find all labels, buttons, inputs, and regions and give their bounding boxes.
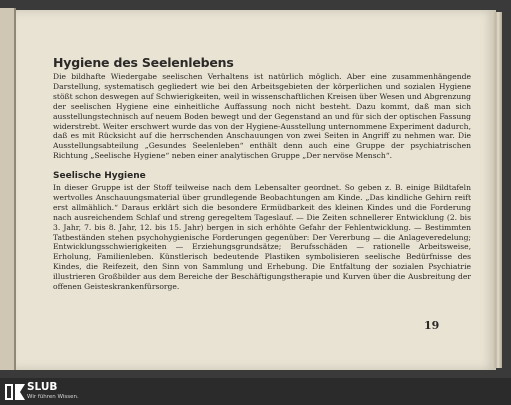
page-stack-edge [492,12,502,368]
logo-title: SLUB [27,381,58,393]
section-paragraph: In dieser Gruppe ist der Stoff teilweise nach dem Lebensalter geordnet. So geben z. B. einige Bildtafeln wertvolles Anschauungsmaterial über grundlegende Beobachtungen am Kinde. „Das kindliche Gehirn reift erst allmählich.“ Daraus erklärt sich die besondere Ermüdbarkeit des kleinen Kindes und die Forderung nach ausreichendem Schlaf und streng geregeltem Tageslauf. — Die Zeiten schnellerer Entwicklung (2. bis 3. Jahr, 7. bis 8. Jahr, 12. bis 15. Jahr) bergen in sich erhöhte Gefahr der Fehlentwicklung. — Bestimmten Tatbeständen stehen psychohygienische Forderungen gegenüber: Der Vererbung — die Anlageveredelung; Entwicklungsschwierigkeiten — Erziehungsgrundsätze; Berufsschäden — rationelle Arbeitsweise, Erholung, Familienleben. Künstlerisch bedeutende Plastiken symbolisieren seelische Bedürfnisse des Kindes, die Reifezeit, den Sinn von Sammlung und Erhebung. Die Entfaltung der sozialen Psychiatrie illustrieren Großbilder aus dem Bereiche der Beschäftigungstherapie und Kurven über die Ausbreitung der offenen Geisteskrankenfürsorge. [53,183,471,292]
viewer-footer [0,378,511,405]
logo-subtitle: Wir führen Wissen. [27,394,79,400]
intro-paragraph: Die bildhafte Wiedergabe seelischen Verhaltens ist natürlich möglich. Aber eine zusammenhängende Darstellung, systematisch gegliedert wie bei den Arbeitsgebieten der körperlichen und sozialen Hygiene stößt schon deswegen auf Schwierigkeiten, weil in wissenschaftlichen Kreisen über Wesen und Abgrenzung der seelischen Hygiene eine einheitliche Auffassung noch nicht besteht. Dazu kommt, daß man sich ausstellungstechnisch auf neuem Boden bewegt und der Gegenstand an und für sich der optischen Fassung widerstrebt. Weiter erschwert wurde das von der Hygiene-Ausstellung unternommene Experiment dadurch, daß es mit Rücksicht auf die herrschenden Anschauungen von zwei Seiten in Angriff zu nehmen war. Die Ausstellungsabteilung „Gesundes Seelenleben“ enthält denn auch eine Gruppe der psychiatrischen Richtung „Seelische Hygiene“ neben einer analytischen Gruppe „Der nervöse Mensch“. [53,72,471,161]
page-number: 19 [424,319,440,332]
slub-logo-icon [4,383,26,401]
section-heading: Seelische Hygiene [53,171,146,181]
facing-page-edge [0,8,16,370]
page-title: Hygiene des Seelenlebens [53,55,234,70]
